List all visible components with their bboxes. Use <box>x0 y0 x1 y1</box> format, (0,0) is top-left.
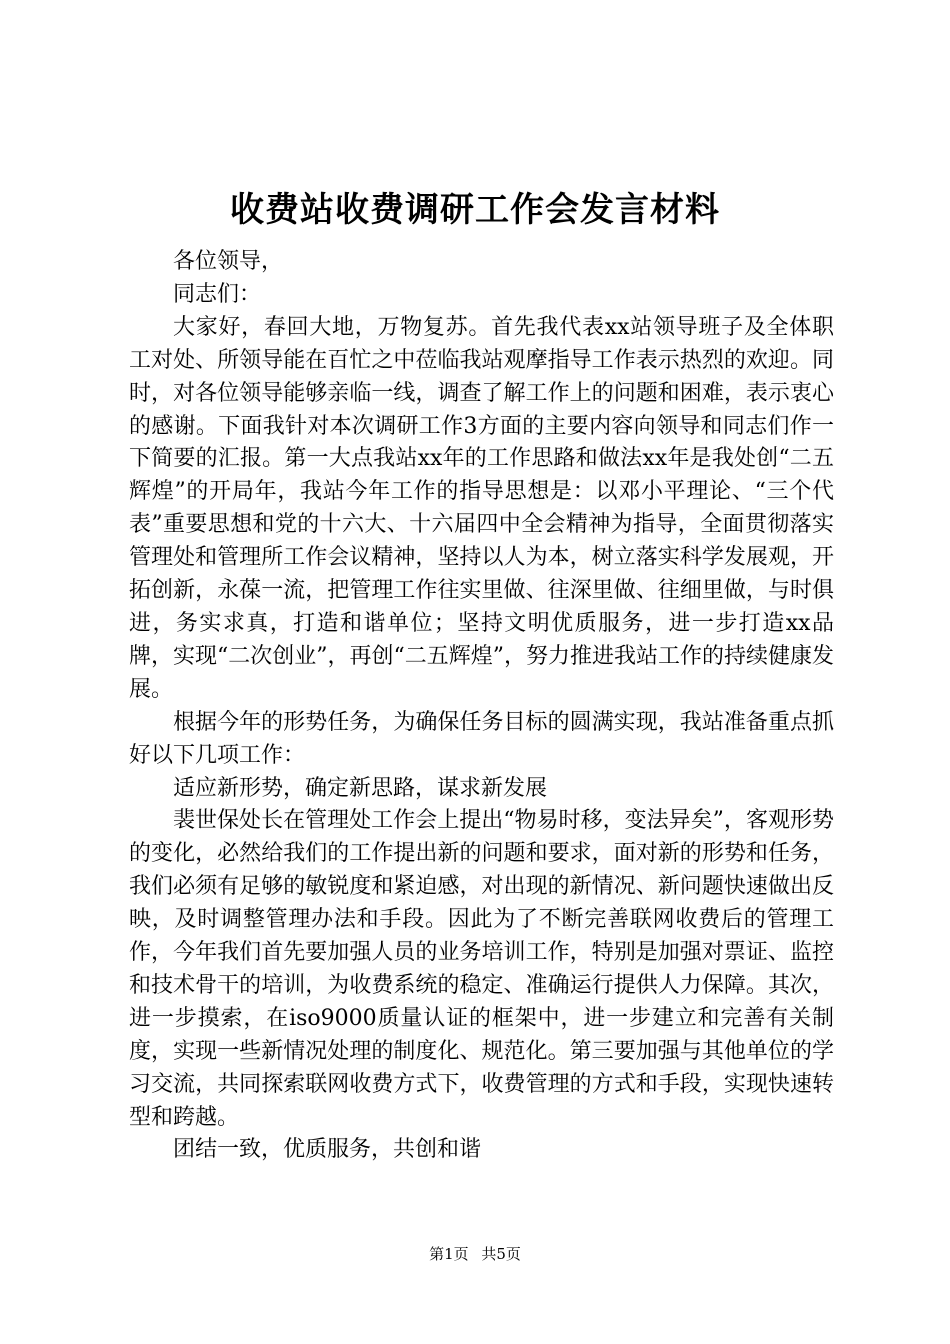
page-total: 共5页 <box>481 1245 521 1263</box>
page-footer <box>0 1244 950 1264</box>
section-heading: 适应新形势，确定新思路，谋求新发展 <box>173 775 548 801</box>
body-paragraph: 大家好，春回大地，万物复苏。首先我代表xx站领导班子及全体职工对处、所领导能在百忙之中莅临我站观摩指导工作表示热烈的欢迎。同时，对各位领导能够亲临一线，调查了解工作上的问题和困难，表示衷心的感谢。下面我针对本次调研工作3方面的主要内容向领导和同志们作一下简要的汇报。第一大点我站xx年的工作思路和做法xx年是我处创“二五辉煌”的开局年，我站今年工作的指导思想是：以邓小平理论、“三个代表”重要思想和党的十六大、十六届四中全会精神为指导，全面贯彻落实管理处和管理所工作会议精神，坚持以人为本，树立落实科学发展观，开拓创新，永葆一流，把管理工作往实里做、往深里做、往细里做，与时俱进，务实求真，打造和谐单位；坚持文明优质服务，进一步打造xx品牌，实现“二次创业”，再创“二五辉煌”，努力推进我站工作的持续健康发展。 <box>129 314 834 702</box>
document-body <box>129 246 834 1167</box>
page-number: 第1页 <box>429 1245 469 1263</box>
document-title: 收费站收费调研工作会发言材料 <box>230 190 720 230</box>
salutation-line: 各位领导， <box>173 249 284 274</box>
section-heading: 团结一致，优质服务，共创和谐 <box>173 1137 482 1163</box>
body-paragraph: 根据今年的形势任务，为确保任务目标的圆满实现，我站准备重点抓好以下几项工作： <box>129 709 834 768</box>
salutation-line: 同志们： <box>173 281 262 307</box>
body-paragraph: 裴世保处长在管理处工作会上提出“物易时移，变法异矣”，客观形势的变化，必然给我们的工作提出新的问题和要求，面对新的形势和任务，我们必须有足够的敏锐度和紧迫感，对出现的新情况、新问题快速做出反映，及时调整管理办法和手段。因此为了不断完善联网收费后的管理工作，今年我们首先要加强人员的业务培训工作，特别是加强对票证、监控和技术骨干的培训，为收费系统的稳定、准确运行提供人力保障。其次，进一步摸索，在iso9000质量认证的框架中，进一步建立和完善有关制度，实现一些新情况处理的制度化、规范化。第三要加强与其他单位的学习交流，共同探索联网收费方式下，收费管理的方式和手段，实现快速转型和跨越。 <box>129 808 834 1130</box>
